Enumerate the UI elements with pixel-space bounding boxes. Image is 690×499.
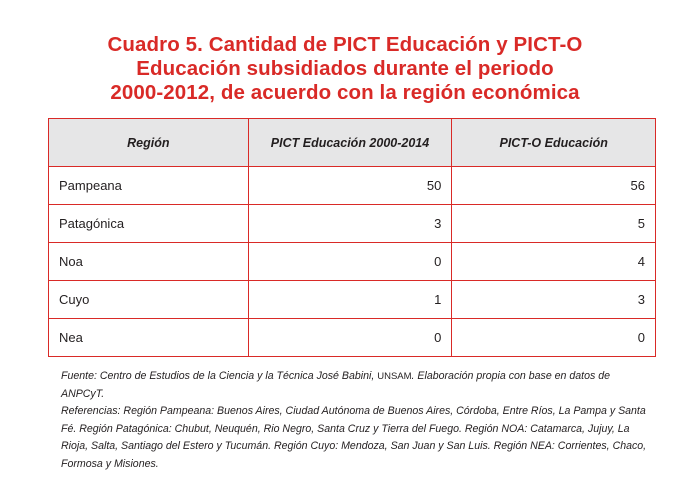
cell-region: Noa <box>49 243 249 281</box>
header-row <box>49 119 656 167</box>
header-picto: PICT-O Educación <box>452 119 656 167</box>
table-row <box>49 281 656 319</box>
cell-pict: 0 <box>248 319 452 357</box>
title-line-1: Cuadro 5. Cantidad de PICT Educación y PICT-O <box>107 33 583 56</box>
table-row <box>49 243 656 281</box>
cell-picto: 5 <box>452 205 656 243</box>
cell-region: Pampeana <box>49 167 249 205</box>
table-title <box>0 33 690 105</box>
cell-picto: 0 <box>452 319 656 357</box>
table-row <box>49 319 656 357</box>
source-note <box>61 368 651 403</box>
table-notes <box>61 368 651 473</box>
source-institution: UNSAM <box>377 371 412 382</box>
title-line-2: Educación subsidiados durante el periodo <box>136 57 554 80</box>
header-region: Región <box>49 119 249 167</box>
cell-pict: 3 <box>248 205 452 243</box>
title-line-3: 2000-2012, de acuerdo con la región económica <box>110 81 580 104</box>
cell-picto: 3 <box>452 281 656 319</box>
cell-pict: 0 <box>248 243 452 281</box>
table-row <box>49 205 656 243</box>
references-note: Referencias: Región Pampeana: Buenos Aires, Ciudad Autónoma de Buenos Aires, Córdoba, Entre Ríos, La Pampa y Santa Fé. Región Patagónica: Chubut, Neuquén, Rio Negro, Santa Cruz y Tierra del Fuego. Región NOA: Catamarca, Jujuy, La Rioja, Salta, Santiago del Estero y Tucumán. Región Cuyo: Mendoza, San Juan y San Luis. Región NEA: Corrientes, Chaco, Formosa y Misiones. <box>61 405 647 470</box>
source-prefix: Fuente: Centro de Estudios de la Ciencia y la Técnica José Babini, <box>61 370 378 382</box>
cell-region: Nea <box>49 319 249 357</box>
table-row <box>49 167 656 205</box>
cell-picto: 56 <box>452 167 656 205</box>
cell-region: Patagónica <box>49 205 249 243</box>
cell-region: Cuyo <box>49 281 249 319</box>
header-pict: PICT Educación 2000-2014 <box>248 119 452 167</box>
source-suffix: . Elaboración propia con base en datos de ANPCyT. <box>61 370 611 400</box>
cell-picto: 4 <box>452 243 656 281</box>
data-table <box>48 118 656 357</box>
cell-pict: 1 <box>248 281 452 319</box>
cell-pict: 50 <box>248 167 452 205</box>
